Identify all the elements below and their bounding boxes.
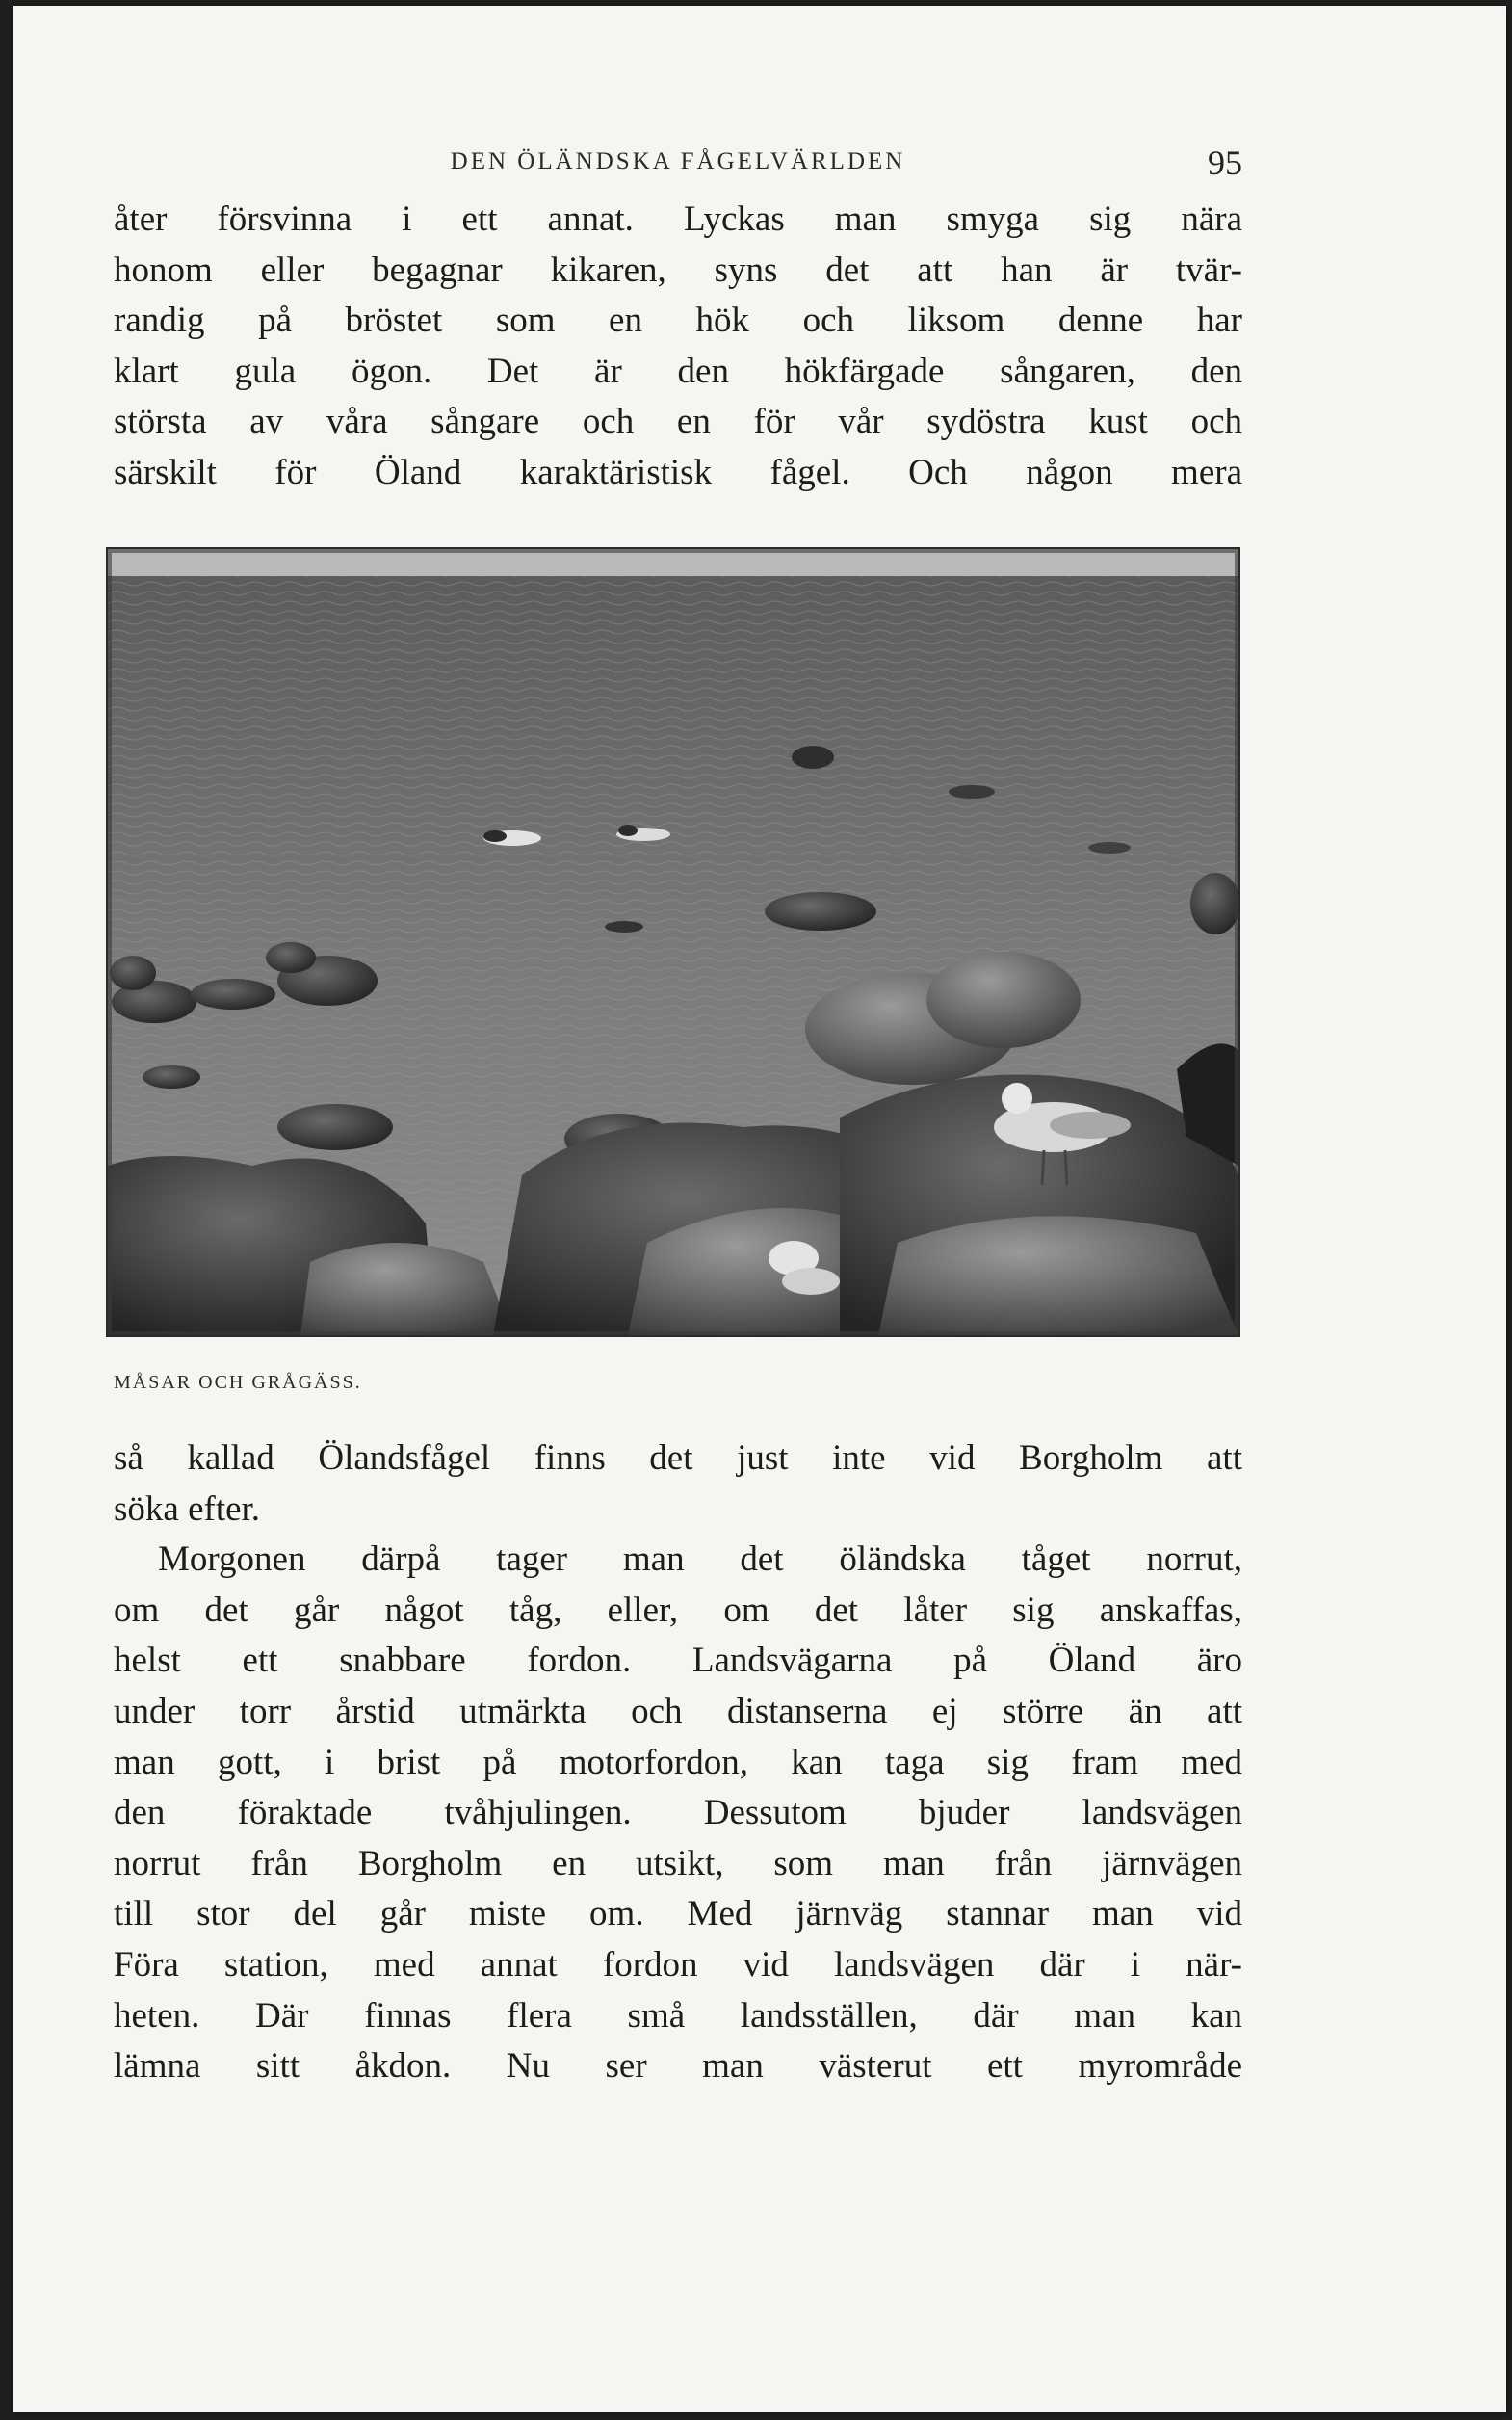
running-title: DEN ÖLÄNDSKA FÅGELVÄRLDEN [450,148,906,174]
text-line: den föraktade tvåhjulingen. Dessutom bjuder landsvägen [114,1793,1242,1833]
photo-illustration [108,549,1238,1335]
text-line: heten. Där finnas flera små landsställen, där man kan [114,1995,1242,2036]
text-line: randig på bröstet som en hök och liksom denne har [114,301,1242,341]
book-page [13,6,1506,2412]
text-line: lämna sitt åkdon. Nu ser man västerut ett myrområde [114,2046,1242,2087]
text-line: man gott, i brist på motorfordon, kan taga sig fram med [114,1742,1242,1782]
paragraph-bottom [114,1434,1242,2092]
text-line: åter försvinna i ett annat. Lyckas man smyga sig nära [114,199,1242,239]
text-line: så kallad Ölandsfågel finns det just inte vid Borgholm att [114,1438,1242,1478]
text-line: under torr årstid utmärkta och distanserna ej större än att [114,1691,1242,1731]
photo-caption: MÅSAR OCH GRÅGÄSS. [114,1372,362,1393]
page-header [114,144,1242,191]
text-line: honom eller begagnar kikaren, syns det att han är tvär- [114,250,1242,290]
text-line: helst ett snabbare fordon. Landsvägarna på Öland äro [114,1641,1242,1681]
text-line: Föra station, med annat fordon vid landsvägen där i när- [114,1944,1242,1985]
text-line: norrut från Borgholm en utsikt, som man från järnvägen [114,1843,1242,1883]
text-line: till stor del går miste om. Med järnväg stannar man vid [114,1894,1242,1934]
text-line: särskilt för Öland karaktäristisk fågel. Och någon mera [114,452,1242,492]
page-number: 95 [1208,144,1242,182]
text-line: söka efter. [114,1488,261,1529]
photo-gulls-and-geese [106,547,1240,1337]
text-line: största av våra sångare och en för vår sydöstra kust och [114,402,1242,442]
paragraph-top [114,195,1242,499]
text-line: Morgonen därpå tager man det öländska tåget norrut, [158,1539,1242,1580]
text-line: om det går något tåg, eller, om det låter sig anskaffas, [114,1590,1242,1630]
text-line: klart gula ögon. Det är den hökfärgade sångaren, den [114,351,1242,391]
